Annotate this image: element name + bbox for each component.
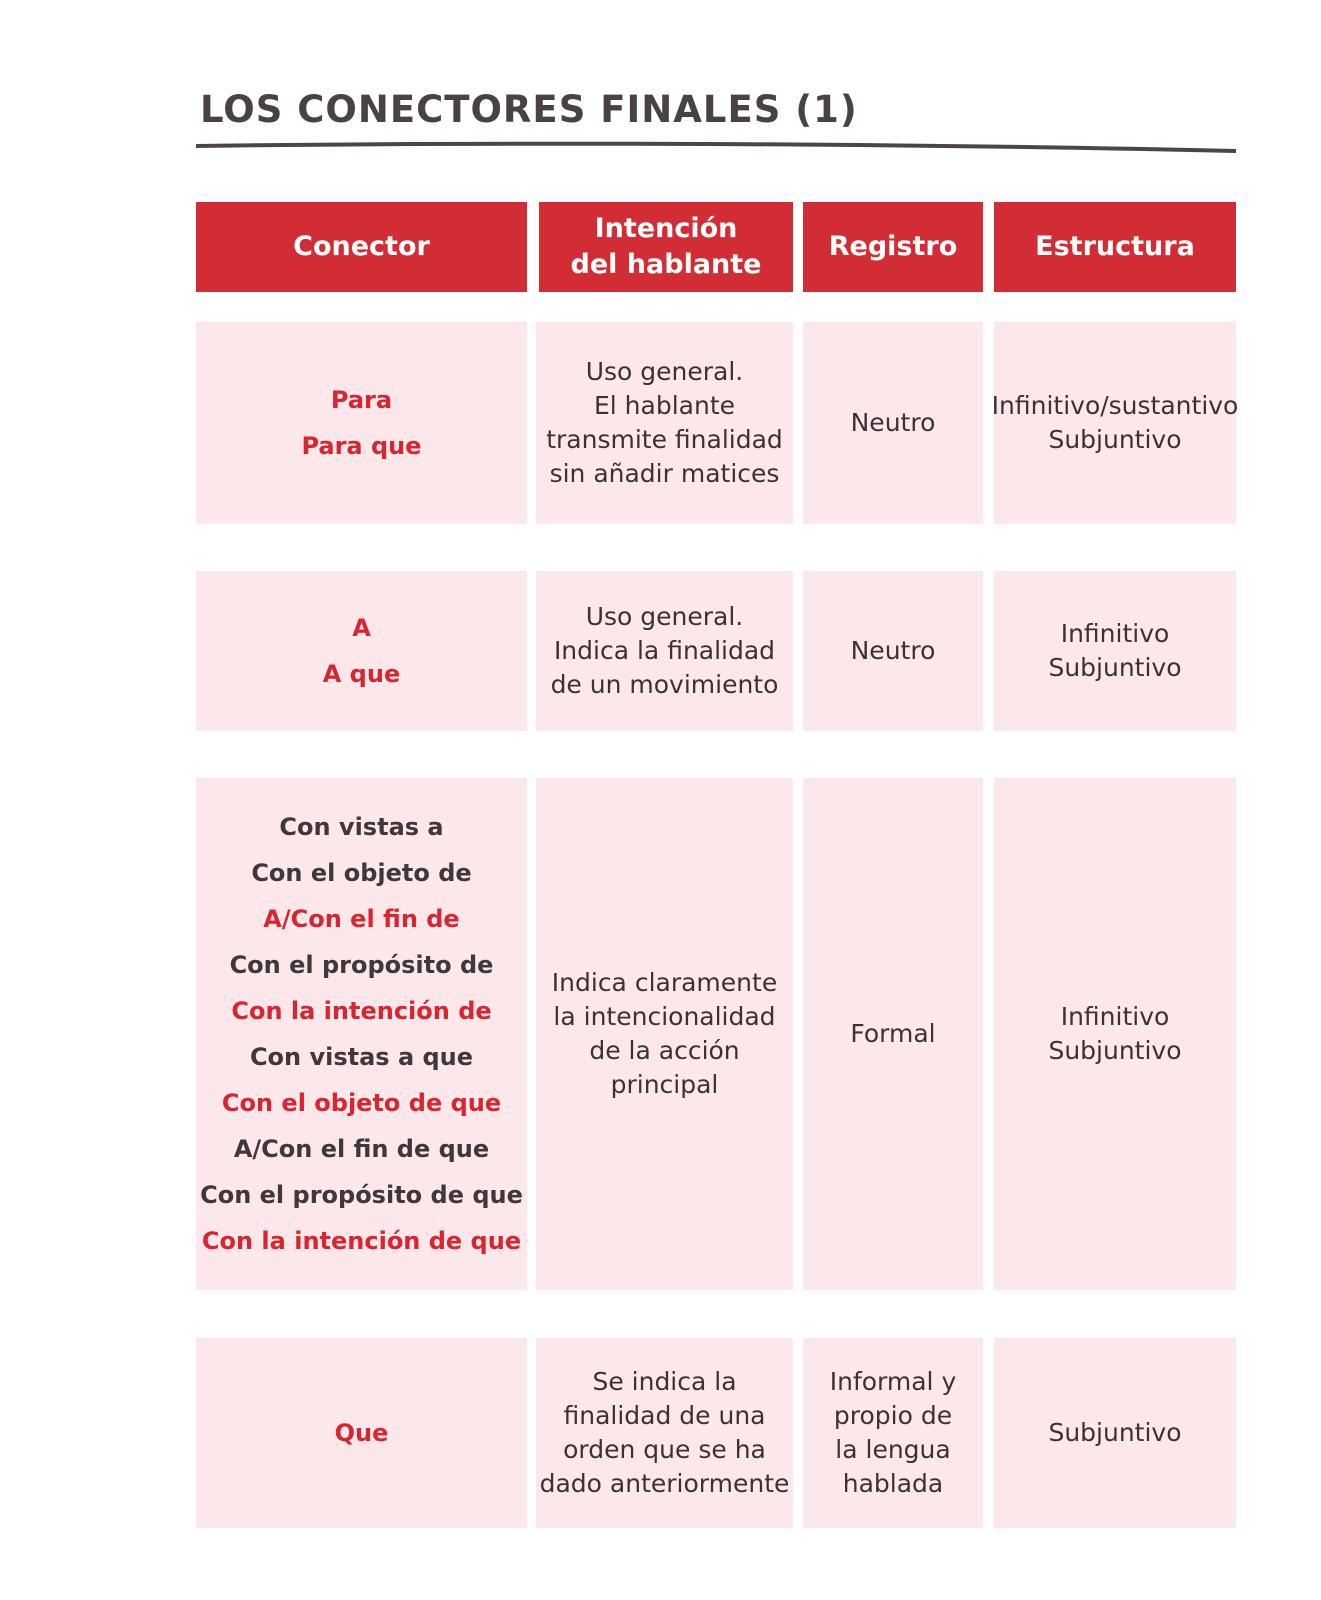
row1-estructura: Infinitivo/sustantivo Subjuntivo [994, 322, 1236, 524]
header-estructura: Estructura [994, 202, 1236, 292]
conector-item: Para que [301, 432, 422, 460]
row3-conectores [196, 778, 527, 1290]
conector-item: Con el propósito de que [200, 1181, 523, 1209]
header-registro: Registro [803, 202, 983, 292]
conector-item: Con la intención de [231, 997, 492, 1025]
row4-conectores [196, 1338, 527, 1528]
row3-registro: Formal [803, 778, 983, 1290]
row1-intencion: Uso general. El hablante transmite finalidad sin añadir matices [536, 322, 793, 524]
row4-registro: Informal y propio de la lengua hablada [803, 1338, 983, 1528]
conector-item: Que [334, 1419, 389, 1447]
row1-registro: Neutro [803, 322, 983, 524]
header-conector: Conector [196, 202, 527, 292]
row2-conectores [196, 571, 527, 731]
row3-estructura: Infinitivo Subjuntivo [994, 778, 1236, 1290]
conector-item: A/Con el fin de [263, 905, 460, 933]
row3-intencion: Indica claramente la intencionalidad de la acción principal [536, 778, 793, 1290]
title-underline [196, 140, 1236, 158]
row1-conectores [196, 322, 527, 524]
row2-intencion: Uso general. Indica la finalidad de un movimiento [536, 571, 793, 731]
page-title: LOS CONECTORES FINALES (1) [200, 88, 858, 131]
conector-item: Con la intención de que [201, 1227, 522, 1255]
header-intencion: Intención del hablante [539, 202, 793, 292]
conector-item: A/Con el fin de que [233, 1135, 490, 1163]
conector-item: Con vistas a [279, 813, 444, 841]
row4-estructura: Subjuntivo [994, 1338, 1236, 1528]
conector-item: Con el objeto de que [221, 1089, 502, 1117]
conector-item: Con el propósito de [229, 951, 494, 979]
row2-registro: Neutro [803, 571, 983, 731]
row4-intencion: Se indica la finalidad de una orden que se ha dado anteriormente [536, 1338, 793, 1528]
conector-item: Con el objeto de [251, 859, 472, 887]
row2-estructura: Infinitivo Subjuntivo [994, 571, 1236, 731]
conector-item: A que [322, 660, 401, 688]
conector-item: A [352, 614, 371, 642]
conector-item: Con vistas a que [249, 1043, 474, 1071]
conector-item: Para [330, 386, 393, 414]
